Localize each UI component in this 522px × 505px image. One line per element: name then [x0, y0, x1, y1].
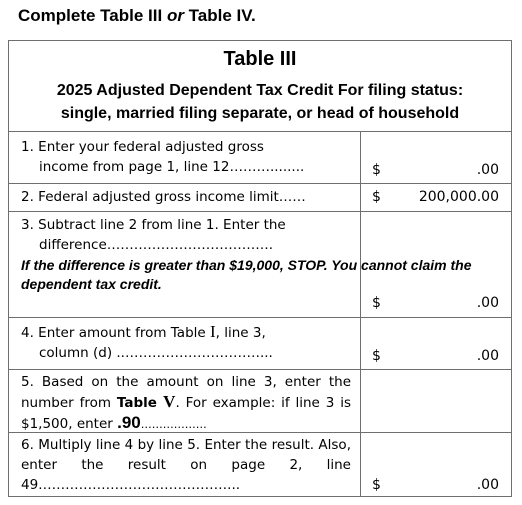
line-1-amount[interactable]: .00 — [476, 162, 499, 178]
heading-text-end: Table IV. — [183, 6, 256, 25]
line-2-amount: 200,000.00 — [418, 189, 499, 205]
line-3-currency: $ — [372, 295, 381, 311]
line-1-text-cont: income from page 1, line 12………........ — [39, 159, 305, 175]
column-divider — [360, 131, 361, 496]
line-2-currency: $ — [372, 189, 381, 205]
line-5-table-ref: V — [163, 392, 176, 411]
table-row-line-3 — [21, 215, 503, 294]
table-title: Table III — [223, 48, 297, 70]
divider — [9, 211, 511, 212]
heading-text-start: Complete Table III — [18, 6, 167, 25]
line-4-currency: $ — [372, 348, 381, 364]
instruction-heading — [18, 6, 256, 26]
divider — [9, 131, 511, 132]
line-5-text-d: . For example: if line 3 is $1,500, enter — [21, 395, 351, 432]
table-row-line-6 — [21, 435, 351, 495]
line-4-text — [21, 322, 503, 343]
table-row-line-1 — [21, 137, 503, 177]
line-4-text-a: 4. Enter amount from Table — [21, 325, 210, 341]
line-6-currency: $ — [372, 477, 381, 493]
divider — [9, 183, 511, 184]
line-1-currency: $ — [372, 162, 381, 178]
table-row-line-4 — [21, 322, 503, 363]
line-5-example-value: .90 — [117, 413, 141, 432]
line-4-amount[interactable]: .00 — [476, 348, 499, 364]
line-1-text: 1. Enter your federal adjusted gross — [21, 139, 264, 155]
line-3-amount[interactable]: .00 — [476, 295, 499, 311]
subtitle-line-1: 2025 Adjusted Dependent Tax Credit For filing status: — [56, 82, 464, 99]
heading-or: or — [166, 6, 184, 25]
line-4-table-ref: I — [210, 322, 216, 341]
line-2-text: 2. Federal adjusted gross income limit…… — [21, 189, 306, 205]
divider — [9, 369, 511, 370]
table-subtitle — [9, 79, 511, 125]
line-4-text-c: , line 3, — [215, 325, 266, 341]
table-iii-frame — [8, 40, 512, 497]
line-4-text-cont: column (d) ..…………………………... — [39, 345, 273, 361]
subtitle-line-2: single, married filing separate, or head of household — [60, 105, 460, 122]
line-6-amount[interactable]: .00 — [476, 477, 499, 493]
line-5-table-word: Table — [116, 395, 164, 411]
line-3-stop-note: If the difference is greater than $19,000, STOP. You cannot claim the dependent tax credit. — [21, 257, 472, 292]
line-5-leader: ……………… — [140, 418, 207, 431]
line-6-text: 6. Multiply line 4 by line 5. Enter the result. Also, enter the result on page 2, line 49……………………………………... — [21, 437, 351, 493]
line-3-text-cont: difference………………………………. — [39, 237, 274, 253]
table-row-line-5 — [21, 372, 351, 435]
divider — [9, 317, 511, 318]
line-3-text: 3. Subtract line 2 from line 1. Enter the — [21, 217, 286, 233]
line-5-text-a: 5. Based on the amount on line 3, enter the number from — [21, 374, 351, 411]
